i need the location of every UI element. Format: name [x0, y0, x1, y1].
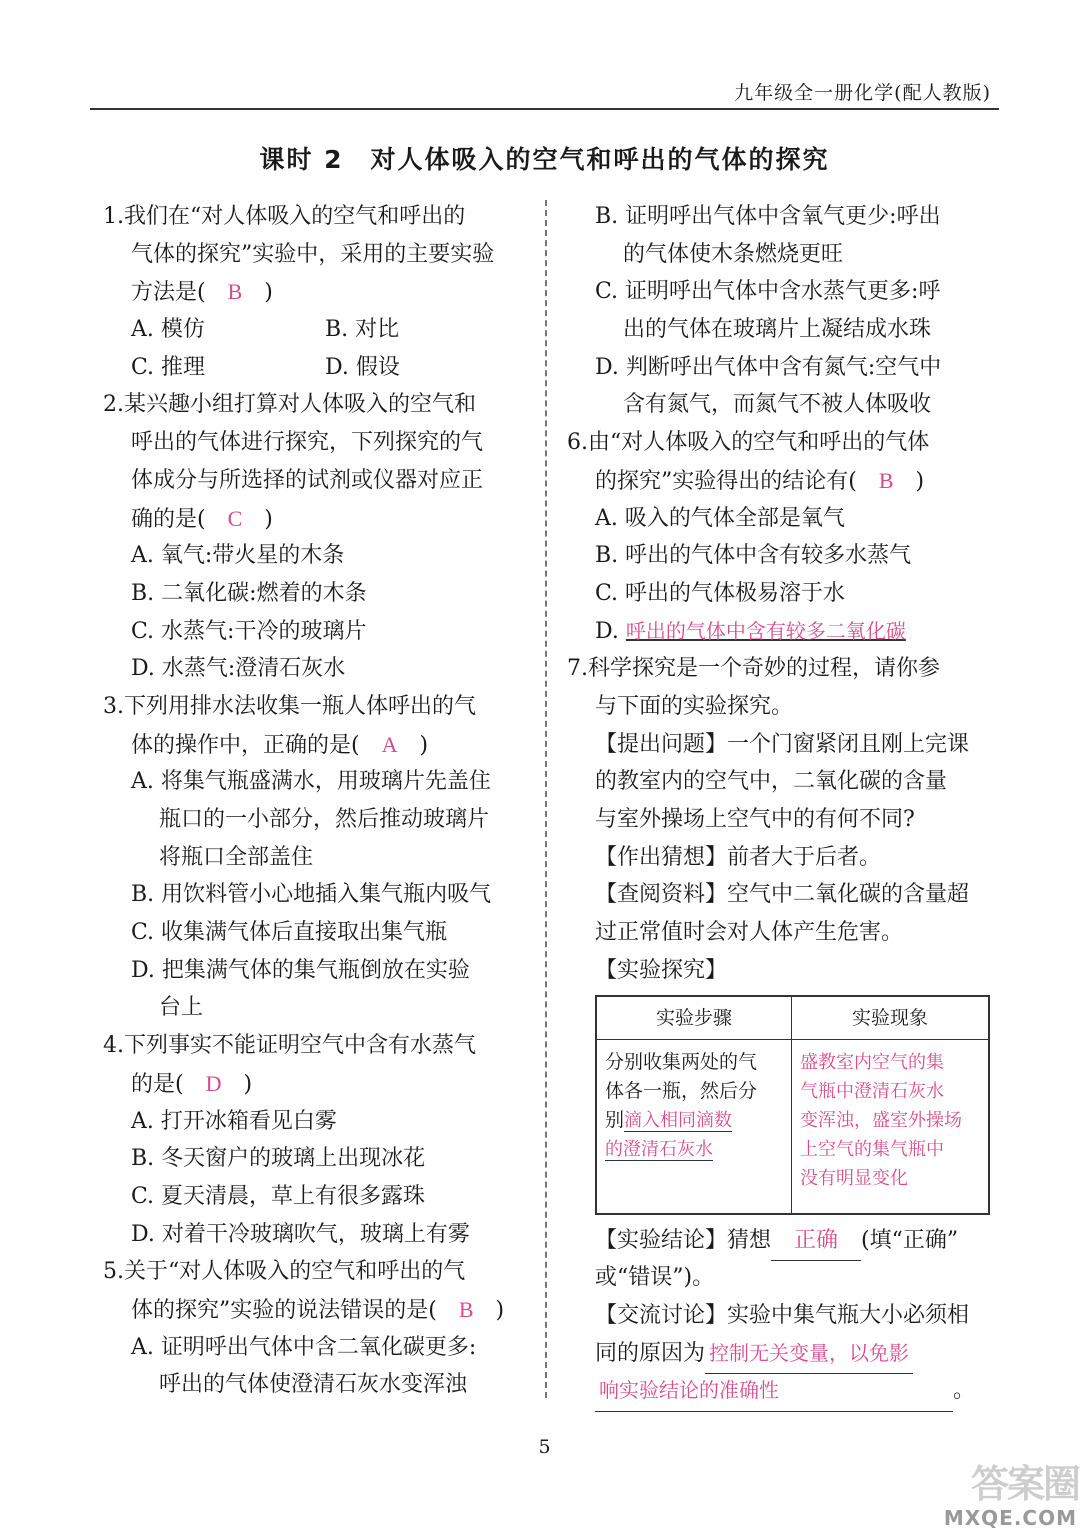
- page-number: 5: [538, 1436, 551, 1458]
- question-2: [103, 386, 525, 688]
- q7-problem-1: 【提出问题】一个门窗紧闭且刚上完课: [595, 731, 970, 757]
- q4-line-1: 4.下列事实不能证明空气中含有水蒸气: [103, 1033, 476, 1059]
- q2-answer: C: [227, 505, 243, 531]
- q4-stem-end: 的是(: [131, 1071, 184, 1097]
- discussion-prefix: 同的原因为: [595, 1340, 706, 1366]
- q3-answer: A: [381, 731, 398, 757]
- q2-option-d: D. 水蒸气:澄清石灰水: [131, 656, 346, 682]
- q4-option-d: D. 对着干冷玻璃吹气，玻璃上有雾: [131, 1221, 470, 1247]
- question-1: [103, 198, 525, 386]
- q2-line-4: 确的是( C ): [131, 505, 273, 532]
- q1-option-c: C. 推理: [131, 354, 206, 380]
- q4-option-c: C. 夏天清晨，草上有很多露珠: [131, 1183, 426, 1209]
- q2-line-2: 呼出的气体进行探究，下列探究的气: [131, 430, 484, 456]
- q3-option-b: B. 用饮料管小心地插入集气瓶内吸气: [131, 882, 492, 908]
- q5-answer: B: [458, 1296, 474, 1322]
- q5-option-b-1: B. 证明呼出气体中含氧气更少:呼出: [595, 204, 941, 229]
- q3-option-a-1: A. 将集气瓶盛满水，用玻璃片先盖住: [131, 769, 491, 795]
- q1-stem-end: 方法是(: [131, 280, 206, 306]
- q1-answer: B: [227, 279, 243, 305]
- question-4: [103, 1027, 525, 1253]
- q1-option-d: D. 假设: [325, 354, 400, 380]
- q7-line-1: 7.科学探究是一个奇妙的过程，请你参: [567, 656, 940, 682]
- q7-problem-2: 的教室内的空气中，二氧化碳的含量: [595, 769, 948, 795]
- q7-problem-3: 与室外操场上空气中的有何不同?: [595, 807, 915, 832]
- phenomena-line-3: 变浑浊，盛室外操场: [800, 1110, 962, 1132]
- q6-line-1: 6.由“对人体吸入的空气和呼出的气体: [567, 430, 930, 456]
- steps-prefix: 别: [605, 1109, 625, 1132]
- q3-option-d-1: D. 把集满气体的集气瓶倒放在实验: [131, 957, 470, 983]
- q4-answer: D: [205, 1070, 222, 1096]
- q5-option-c-1: C. 证明呼出气体中含水蒸气更多:呼: [595, 279, 941, 305]
- q3-option-a-2: 瓶口的一小部分，然后推动玻璃片: [159, 807, 490, 832]
- q5-option-a-1: A. 证明呼出气体中含二氧化碳更多:: [131, 1334, 477, 1360]
- q1-line-3: 方法是( B ): [131, 279, 273, 306]
- q1-options-row-1: [103, 311, 525, 349]
- phenomena-line-5: 没有明显变化: [800, 1168, 908, 1190]
- column-divider: [545, 200, 547, 1398]
- lesson-title: 课时 2 对人体吸入的空气和呼出的气体的探究: [259, 145, 830, 174]
- q6-option-d: [567, 613, 992, 651]
- experiment-table: [595, 995, 990, 1215]
- steps-line-1: 分别收集两处的气: [605, 1051, 758, 1074]
- right-column: [567, 198, 992, 1410]
- q7-discussion-1: 【交流讨论】实验中集气瓶大小必须相: [595, 1302, 970, 1328]
- q3-option-d-2: 台上: [159, 995, 204, 1021]
- q2-stem-end: 确的是(: [131, 506, 206, 532]
- steps-handwritten-2: 的澄清石灰水: [605, 1139, 713, 1161]
- q4-option-b: B. 冬天窗户的玻璃上出现冰花: [131, 1146, 426, 1172]
- q2-option-b: B. 二氧化碳:燃着的木条: [131, 580, 367, 606]
- q7-explore: 【实验探究】: [595, 957, 728, 983]
- table-header-steps: 实验步骤: [596, 996, 792, 1040]
- q1-options-row-2: [103, 349, 525, 387]
- q2-line-1: 2.某兴趣小组打算对人体吸入的空气和: [103, 392, 476, 418]
- header-rule: [90, 108, 999, 110]
- q2-option-a: A. 氧气:带火星的木条: [131, 543, 345, 569]
- q1-line-1: 1.我们在“对人体吸入的空气和呼出的: [103, 204, 466, 229]
- q1-option-b: B. 对比: [325, 317, 400, 343]
- q7-discussion-3: [567, 1372, 992, 1410]
- q7-discussion-2: [567, 1335, 992, 1373]
- conclusion-suffix: (填“正确”: [861, 1228, 959, 1254]
- steps-handwritten-1: 滴入相同滴数: [624, 1110, 733, 1132]
- q5-option-d-1: D. 判断呼出气体中含有氮气:空气中: [595, 354, 942, 380]
- q6-answer: B: [878, 467, 894, 493]
- watermark-logo: 答案圈: [970, 1462, 1079, 1506]
- q5-stem-end: 体的探究”实验的说法错误的是(: [131, 1297, 437, 1323]
- q5-option-c-2: 出的气体在玻璃片上凝结成水珠: [623, 317, 932, 343]
- q3-option-a-3: 将瓶口全部盖住: [159, 844, 314, 870]
- q6-option-a: A. 吸入的气体全部是氧气: [595, 505, 845, 531]
- q7-line-2: 与下面的实验探究。: [595, 693, 794, 719]
- q5-line-2: 体的探究”实验的说法错误的是( B ): [131, 1296, 505, 1323]
- q6-option-c: C. 呼出的气体极易溶于水: [595, 580, 846, 606]
- phenomena-line-4: 上空气的集气瓶中: [800, 1139, 944, 1161]
- q5-option-a-2: 呼出的气体使澄清石灰水变浑浊: [159, 1372, 468, 1398]
- q6-option-b: B. 呼出的气体中含有较多水蒸气: [595, 543, 912, 569]
- q5-option-b-2: 的气体使木条燃烧更旺: [623, 241, 844, 267]
- phenomena-line-1: 盛教室内空气的集: [800, 1052, 944, 1074]
- table-header-phenomena: 实验现象: [792, 996, 990, 1040]
- steps-line-2: 体各一瓶，然后分: [605, 1080, 758, 1103]
- q4-line-2: 的是( D ): [131, 1070, 253, 1097]
- watermark-url: MXQE.COM: [943, 1506, 1077, 1530]
- discussion-end: 。: [953, 1378, 976, 1404]
- q5-line-1: 5.关于“对人体吸入的空气和呼出的气: [103, 1259, 466, 1285]
- q4-option-a: A. 打开冰箱看见白雾: [131, 1108, 337, 1134]
- q1-line-2: 气体的探究”实验中，采用的主要实验: [131, 241, 495, 267]
- q3-stem-end: 体的操作中，正确的是(: [131, 732, 360, 758]
- question-3: [103, 688, 525, 1027]
- q7-reference-2: 过正常值时会对人体产生危害。: [595, 920, 904, 946]
- q1-option-a: A. 模仿: [131, 317, 205, 343]
- question-5: [103, 1253, 525, 1404]
- phenomena-line-2: 气瓶中澄清石灰水: [800, 1081, 944, 1103]
- book-title: 九年级全一册化学(配人教版): [734, 82, 991, 104]
- discussion-handwritten-1: 控制无关变量，以免影: [709, 1342, 910, 1365]
- question-7: [567, 650, 992, 1410]
- q7-hypothesis: 【作出猜想】前者大于后者。: [595, 844, 882, 870]
- q6-line-2: 的探究”实验得出的结论有( B ): [595, 467, 925, 494]
- conclusion-handwritten: 正确: [794, 1227, 839, 1253]
- left-column: [103, 198, 525, 1404]
- q6-option-d-label: D.: [595, 618, 619, 644]
- q3-line-1: 3.下列用排水法收集一瓶人体呼出的气: [103, 693, 476, 719]
- table-phenomena-cell: [792, 1040, 990, 1215]
- q6-option-d-handwritten: 呼出的气体中含有较多二氧化碳: [625, 618, 906, 643]
- q6-stem-end: 的探究”实验得出的结论有(: [595, 468, 857, 494]
- q7-reference-1: 【查阅资料】空气中二氧化碳的含量超: [595, 882, 970, 908]
- q3-option-c: C. 收集满气体后直接取出集气瓶: [131, 920, 448, 946]
- table-steps-cell: [596, 1040, 792, 1215]
- discussion-handwritten-2: 响实验结论的准确性: [599, 1380, 779, 1403]
- question-6: [567, 424, 992, 650]
- q3-line-2: 体的操作中，正确的是( A ): [131, 731, 429, 758]
- conclusion-prefix: 【实验结论】猜想: [595, 1228, 772, 1254]
- q7-conclusion-line-2: 或“错误”)。: [595, 1265, 715, 1291]
- q2-option-c: C. 水蒸气:干冷的玻璃片: [131, 618, 367, 644]
- q2-line-3: 体成分与所选择的试剂或仪器对应正: [131, 467, 484, 493]
- q5-option-d-2: 含有氮气，而氮气不被人体吸收: [623, 392, 932, 418]
- q7-conclusion: [567, 1221, 992, 1259]
